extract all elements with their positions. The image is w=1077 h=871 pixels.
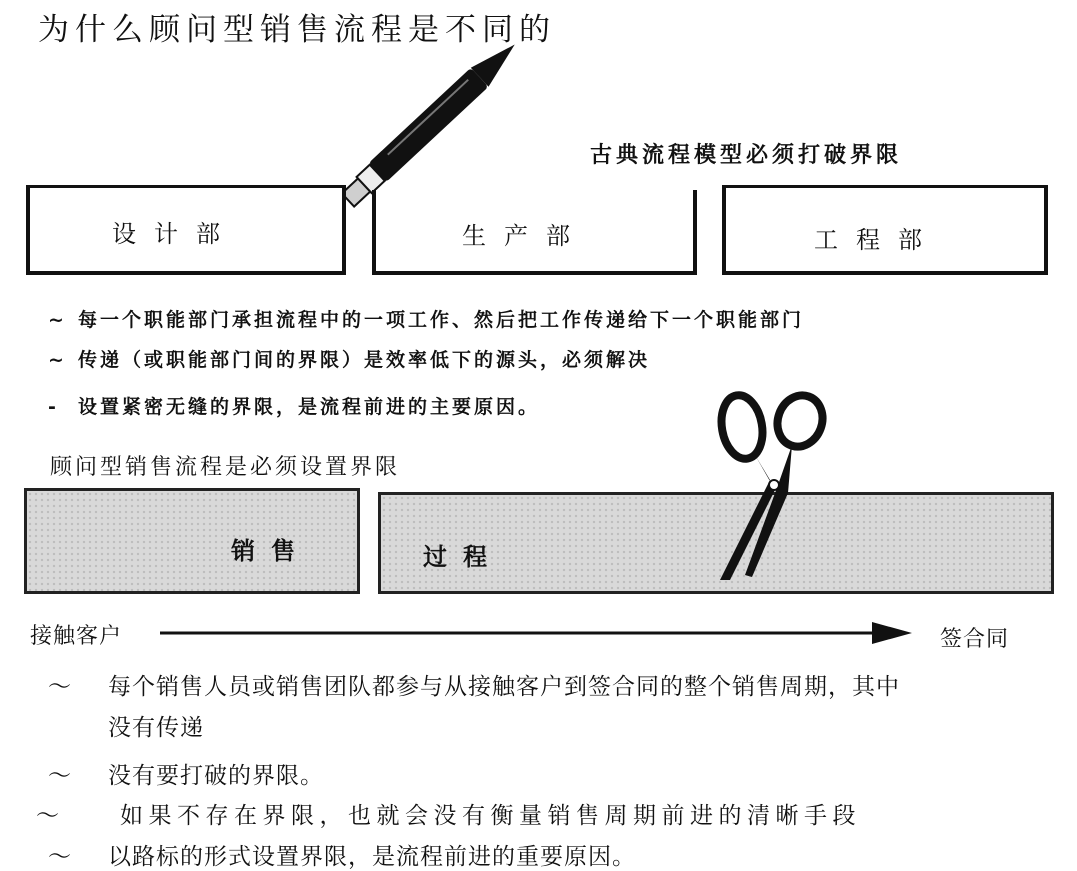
department-box-design <box>26 185 346 275</box>
stage-label: 过程 <box>423 543 503 571</box>
pen-icon <box>330 30 530 210</box>
flow-end-label: 签合同 <box>940 627 1010 652</box>
note-item: ～ 以路标的形式设置界限，是流程前进的重要原因。 <box>48 844 636 870</box>
note-item: ～ 如果不存在界限，也就会没有衡量销售周期前进的清晰手段 <box>36 803 861 829</box>
classic-model-heading: 古典流程模型必须打破界限 <box>590 143 903 168</box>
stage-box-sales <box>24 488 360 594</box>
department-label: 工程部 <box>814 226 940 254</box>
stage-label: 销售 <box>231 537 311 565</box>
classic-bullet: ~ 传递（或职能部门间的界限）是效率低下的源头，必须解决 <box>48 349 651 371</box>
classic-bullet: ~ 每一个职能部门承担流程中的一项工作、然后把工作传递给下一个职能部门 <box>48 309 805 331</box>
consultative-model-heading: 顾问型销售流程是必须设置界限 <box>50 455 401 480</box>
flow-start-label: 接触客户 <box>30 624 123 649</box>
department-label: 生产部 <box>462 222 588 250</box>
department-label: 设计部 <box>112 220 238 248</box>
scissors-icon <box>700 385 840 585</box>
note-item: ～ 每个销售人员或销售团队都参与从接触客户到签合同的整个销售周期，其中 没有传递 <box>48 674 900 741</box>
arrow-right-icon <box>160 618 920 648</box>
page-title: 为什么顾问型销售流程是不同的 <box>38 12 556 48</box>
department-box-production <box>372 190 697 275</box>
note-item: ～ 没有要打破的界限。 <box>48 763 324 789</box>
classic-bullet: - 设置紧密无缝的界限，是流程前进的主要原因。 <box>48 396 541 418</box>
department-box-engineering <box>722 185 1048 275</box>
